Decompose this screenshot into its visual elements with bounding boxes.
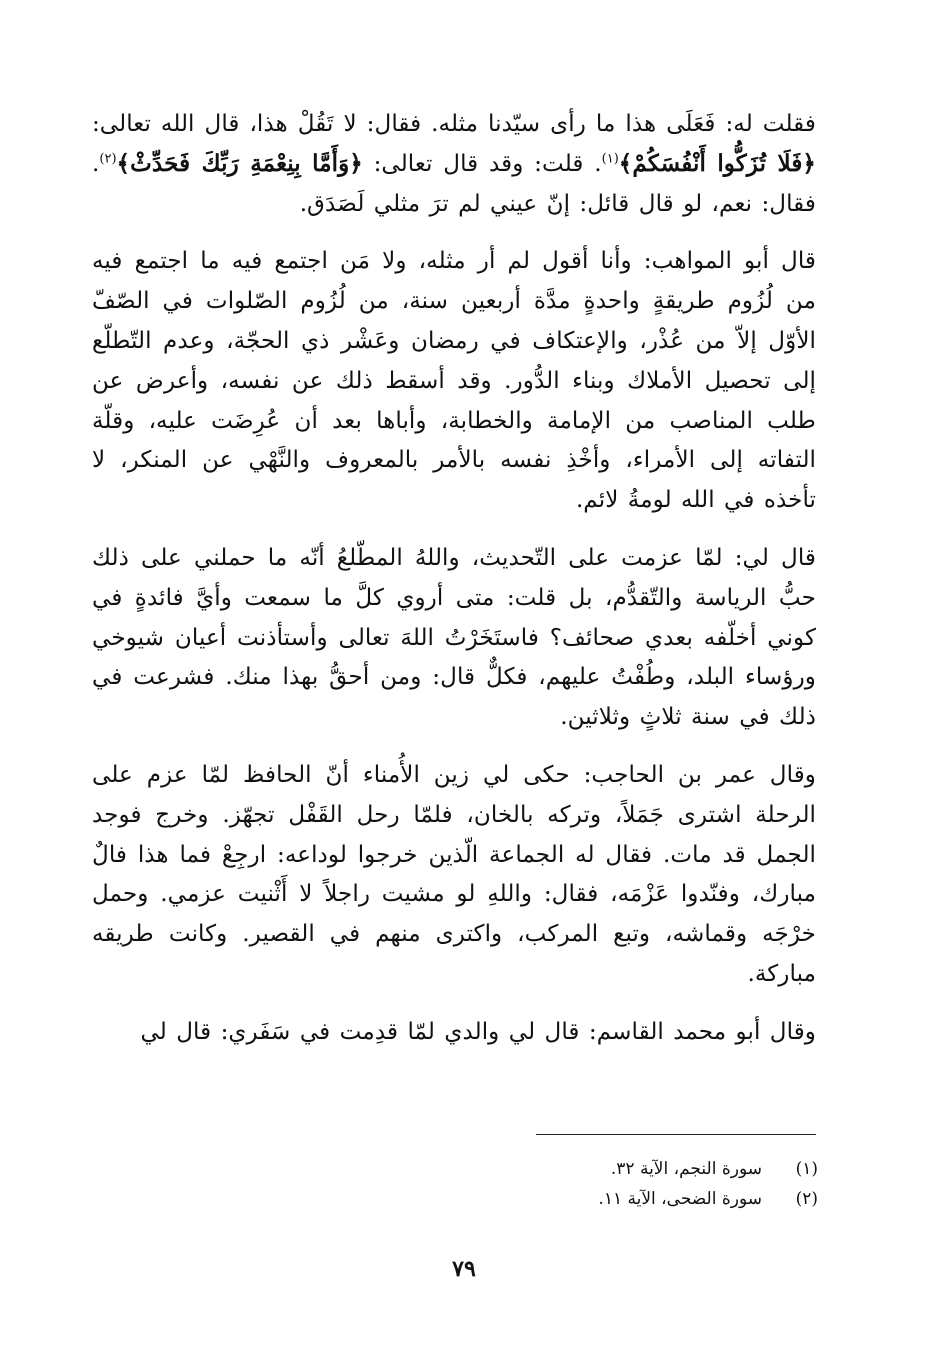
paragraph-text: فقلت له: فَعَلَى هذا ما رأى سيّدنا مثله. فقال: لا تَقُلْ هذا، قال الله تعالى: bbox=[92, 110, 816, 137]
paragraph bbox=[92, 538, 816, 737]
paragraph bbox=[92, 104, 816, 223]
footnote-number: (١) bbox=[795, 1159, 818, 1179]
footnote-number: (٢) bbox=[795, 1189, 818, 1209]
paragraph-text: قال أبو المواهب: وأنا أقول لم أر مثله، ولا مَن اجتمع فيه ما اجتمع فيه من لُزُوم طريقةٍ واحدةٍ مدَّة أربعين سنة، من لُزُوم الصّلوات في الصّفّ الأوّل إلاّ من عُذْر، والإعتكاف في رمضان وعَشْر ذي الحجّة، وعدم التّطلّع إلى تحصيل الأملاك وبناء الدُّور. وقد أسقط ذلك عن نفسه، وأعرض عن طلب المناصب من الإمامة والخطابة، وأباها بعد أن عُرِضَت عليه، وقلّة التفاته إلى الأمراء، وأخْذِ نفسه بالأمر بالمعروف والنَّهْي عن المنكر، لا تأخذه في الله لومةُ لائم. bbox=[92, 247, 816, 514]
paragraph-text: وقال عمر بن الحاجب: حكى لي زين الأُمناء أنّ الحافظ لمّا عزم على الرحلة اشترى جَمَلاً، وتركه بالخان، فلمّا رحل القَفْل تجهّز. وخرج فوجد الجمل قد مات. فقال له الجماعة الّذين خرجوا لوداعه: ارجِعْ فما هذا فالٌ مبارك، وفنّدوا عَزْمَه، فقال: واللهِ لو مشيت راجلاً لا أَثْنيت عزمي. وحمل خرْجَه وقماشه، وتبع المركب، واكترى منهم في القصير. وكانت طريقه مباركة. bbox=[92, 760, 816, 987]
paragraph bbox=[92, 755, 816, 994]
footnote-ref: (٢) bbox=[99, 151, 117, 167]
paragraph-text: قال لي: لمّا عزمت على التّحديث، واللهُ المطّلعُ أنّه ما حملني على ذلك حبُّ الرياسة والتّقدُّم، بل قلت: متى أروي كلَّ ما سمعت وأيَّ فائدةٍ في كوني أخلّفه بعدي صحائف؟ فاستَخَرْتُ اللهَ تعالى وأستأذنت أعيان شيوخي ورؤساء البلد، وطُفْتُ عليهم، فكلٌّ قال: ومن أحقُّ بهذا منك. فشرعت في ذلك في سنة ثلاثٍ وثلاثين. bbox=[92, 543, 816, 731]
paragraph-text: . فقال: نعم، لو قال قائل: إنّ عيني لم ترَ مثلي لَصَدَق. bbox=[92, 149, 816, 217]
footnote-text: سورة الضحى، الآية ١١. bbox=[598, 1189, 762, 1209]
paragraph bbox=[92, 1012, 816, 1052]
paragraph bbox=[92, 241, 816, 520]
quran-verse: ﴿وَأَمَّا بِنِعْمَةِ رَبِّكَ فَحَدِّثْ﴾ bbox=[116, 149, 363, 177]
footnote-separator bbox=[536, 1134, 816, 1135]
paragraph-text: وقال أبو محمد القاسم: قال لي والدي لمّا قدِمت في سَفَري: قال لي bbox=[140, 1017, 816, 1045]
quran-verse: ﴿فَلَا تُزَكُّوا أَنْفُسَكُمْ﴾ bbox=[618, 149, 816, 177]
footnote bbox=[598, 1186, 818, 1212]
paragraph-text: . قلت: وقد قال تعالى: bbox=[362, 149, 602, 177]
footnote-text: سورة النجم، الآية ٣٢. bbox=[610, 1159, 762, 1179]
page-body bbox=[92, 104, 816, 1070]
page-number: ٧٩ bbox=[452, 1256, 476, 1282]
footnote bbox=[611, 1156, 818, 1182]
footnote-ref: (١) bbox=[601, 151, 619, 167]
